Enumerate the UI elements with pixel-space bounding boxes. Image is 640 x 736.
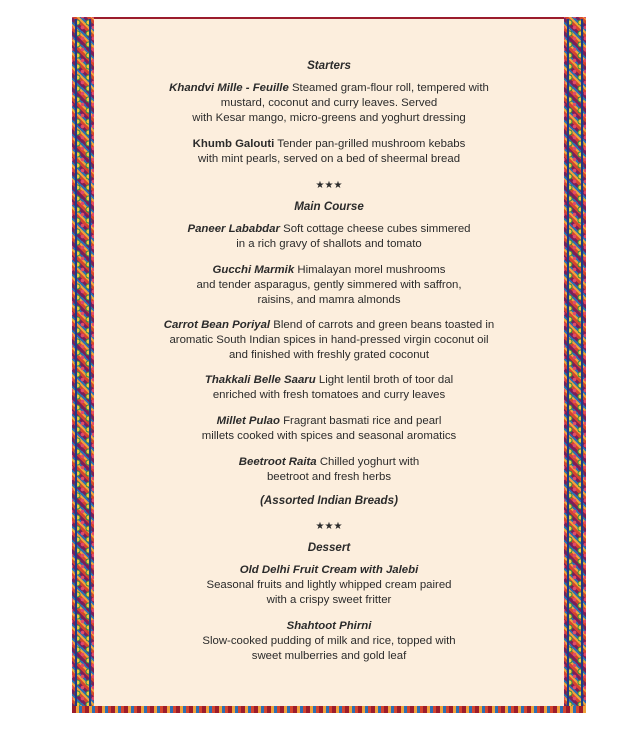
dish-description: Light lentil broth of toor dal — [318, 374, 454, 386]
dish-description: raisins, and mamra almonds — [257, 294, 401, 306]
dish-thakkali-belle-saaru — [94, 373, 564, 403]
dish-gucchi-marmik — [94, 263, 564, 308]
dish-beetroot-raita — [94, 455, 564, 485]
dish-description: Chilled yoghurt with — [319, 456, 420, 468]
dish-name: Khumb Galouti — [192, 138, 275, 150]
dish-description: in a rich gravy of shallots and tomato — [236, 238, 422, 250]
dish-name: Old Delhi Fruit Cream with Jalebi — [239, 564, 419, 576]
right-decorative-border — [564, 17, 586, 713]
menu-card — [72, 17, 586, 713]
dish-description: Himalayan morel mushrooms — [297, 264, 446, 276]
dish-description: aromatic South Indian spices in hand-pressed virgin coconut oil — [169, 334, 489, 346]
starters-heading: Starters — [307, 59, 351, 72]
dish-description: enriched with fresh tomatoes and curry leaves — [212, 389, 446, 401]
dish-name: Gucchi Marmik — [212, 264, 295, 276]
dish-description: Slow-cooked pudding of milk and rice, topped with — [202, 635, 456, 647]
dish-description: Fragrant basmati rice and pearl — [283, 415, 442, 427]
dish-khandvi — [94, 81, 564, 126]
dish-shahtoot-phirni — [94, 619, 564, 664]
dish-name: Carrot Bean Poriyal — [163, 319, 271, 331]
dish-description: Tender pan-grilled mushroom kebabs — [274, 138, 466, 150]
dish-description: with a crispy sweet fritter — [266, 594, 392, 606]
dish-description: and tender asparagus, gently simmered with saffron, — [196, 279, 462, 291]
left-decorative-border — [72, 17, 94, 713]
dish-description: with Kesar mango, micro-greens and yoghurt dressing — [192, 112, 466, 124]
dish-description: and finished with freshly grated coconut — [228, 349, 430, 361]
menu-content — [94, 17, 564, 713]
dish-name: Paneer Lababdar — [187, 223, 280, 235]
separator-stars: ★★★ — [315, 521, 343, 532]
dish-paneer-lababdar — [94, 222, 564, 252]
dessert-heading: Dessert — [307, 541, 351, 554]
dish-millet-pulao — [94, 414, 564, 444]
dish-description: mustard, coconut and curry leaves. Served — [220, 97, 438, 109]
dish-description: sweet mulberries and gold leaf — [251, 650, 407, 662]
main-course-heading: Main Course — [294, 200, 364, 213]
dish-name: Shahtoot Phirni — [286, 620, 372, 632]
dish-name: Millet Pulao — [216, 415, 280, 427]
dish-description: Soft cottage cheese cubes simmered — [283, 223, 471, 235]
dish-name: Beetroot Raita — [238, 456, 317, 468]
dish-description: millets cooked with spices and seasonal aromatics — [201, 430, 457, 442]
dish-description: Steamed gram-flour roll, tempered with — [291, 82, 489, 94]
dish-name: Thakkali Belle Saaru — [204, 374, 316, 386]
dish-description: Seasonal fruits and lightly whipped cream paired — [206, 579, 452, 591]
separator-stars: ★★★ — [315, 180, 343, 191]
dish-khumb-galouti — [94, 137, 564, 167]
dish-name: Khandvi Mille - Feuille — [169, 82, 289, 94]
dish-description: Blend of carrots and green beans toasted in — [273, 319, 495, 331]
dish-description: beetroot and fresh herbs — [266, 471, 392, 483]
dish-description: with mint pearls, served on a bed of sheermal bread — [197, 153, 461, 165]
dish-carrot-bean-poriyal — [94, 318, 564, 363]
dish-old-delhi-fruit-cream — [94, 563, 564, 608]
breads-note: (Assorted Indian Breads) — [260, 494, 398, 507]
